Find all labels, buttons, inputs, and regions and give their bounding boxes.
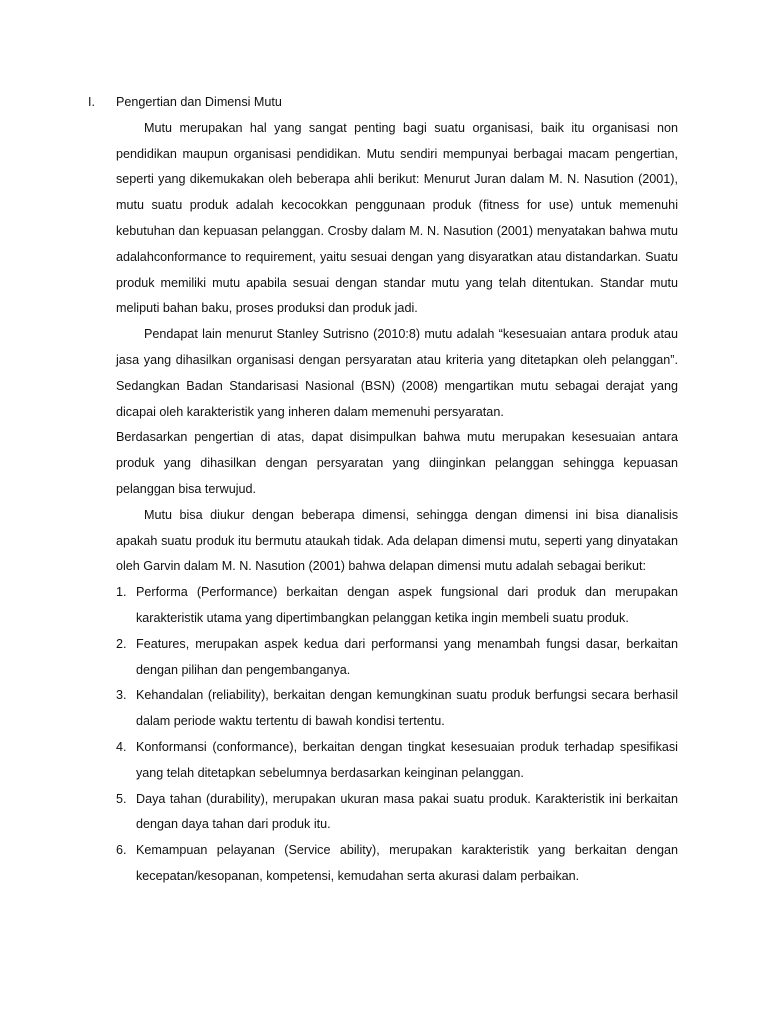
list-item [116,787,678,839]
section-title: Pengertian dan Dimensi Mutu [116,95,282,109]
section-body [88,116,678,890]
document-content [88,90,678,890]
list-item [116,632,678,684]
quality-dimensions-list [116,580,678,890]
list-item [116,838,678,890]
paragraph: Pendapat lain menurut Stanley Sutrisno (2010:8) mutu adalah “kesesuaian antara produk atau jasa yang dihasilkan organisasi dengan persyaratan atau kriteria yang ditetapkan oleh pelanggan”. Sedangkan Badan Standarisasi Nasional (BSN) (2008) mengartikan mutu sebagai derajat yang dicapai oleh karakteristik yang inheren dalam memenuhi persyaratan. [116,327,678,419]
list-item [116,735,678,787]
list-item-number: 6. [116,843,127,858]
list-item-number: 4. [116,739,127,754]
list-item-number: 3. [116,688,127,703]
list-item-number: 2. [116,636,127,651]
paragraph: Mutu bisa diukur dengan beberapa dimensi, sehingga dengan dimensi ini bisa dianalisis apakah suatu produk itu bermutu ataukah tidak. Ada delapan dimensi mutu, seperti yang dinyatakan oleh Garvin dalam M. N. Nasution (2001) bahwa delapan dimensi mutu adalah sebagai berikut: [116,507,678,574]
list-item-text: Performa (Performance) berkaitan dengan aspek fungsional dari produk dan merupakan karakteristik utama yang dipertimbangkan pelanggan ketika ingin membeli suatu produk. [136,585,678,625]
list-item-number: 1. [116,585,127,600]
list-item-number: 5. [116,791,127,806]
list-item-text: Daya tahan (durability), merupakan ukuran masa pakai suatu produk. Karakteristik ini berkaitan dengan daya tahan dari produk itu. [136,791,678,832]
paragraph: Berdasarkan pengertian di atas, dapat disimpulkan bahwa mutu merupakan kesesuaian antara produk yang dihasilkan dengan persyaratan yang diinginkan pelanggan sehingga kepuasan pelanggan bisa terwujud. [116,430,678,496]
section-heading [88,90,678,116]
list-item [116,580,678,632]
list-item-text: Features, merupakan aspek kedua dari performansi yang menambah fungsi dasar, berkaitan dengan pilihan dan pengembanganya. [136,636,678,677]
list-item-text: Konformansi (conformance), berkaitan dengan tingkat kesesuaian produk terhadap spesifikasi yang telah ditetapkan sebelumnya berdasarkan keinginan pelanggan. [136,739,678,780]
list-item-text: Kemampuan pelayanan (Service ability), merupakan karakteristik yang berkaitan dengan kecepatan/kesopanan, kompetensi, kemudahan serta akurasi dalam perbaikan. [136,843,678,883]
section-number: I. [88,95,95,109]
list-item [116,683,678,735]
list-item-text: Kehandalan (reliability), berkaitan dengan kemungkinan suatu produk berfungsi secara berhasil dalam periode waktu tertentu di bawah kondisi tertentu. [136,688,678,729]
paragraph: Mutu merupakan hal yang sangat penting bagi suatu organisasi, baik itu organisasi non pendidikan maupun organisasi pendidikan. Mutu sendiri mempunyai berbagai macam pengertian, seperti yang dikemukakan oleh beberapa ahli berikut: Menurut Juran dalam M. N. Nasution (2001), mutu suatu produk adalah kecocokkan penggunaan produk (fitness for use) untuk memenuhi kebutuhan dan kepuasan pelanggan. Crosby dalam M. N. Nasution (2001) menyatakan bahwa mutu adalahconformance to requirement, yaitu sesuai dengan yang disyaratkan atau distandarkan. Suatu produk memiliki mutu apabila sesuai dengan standar mutu yang telah ditentukan. Standar mutu meliputi bahan baku, proses produksi dan produk jadi. [116,120,678,316]
